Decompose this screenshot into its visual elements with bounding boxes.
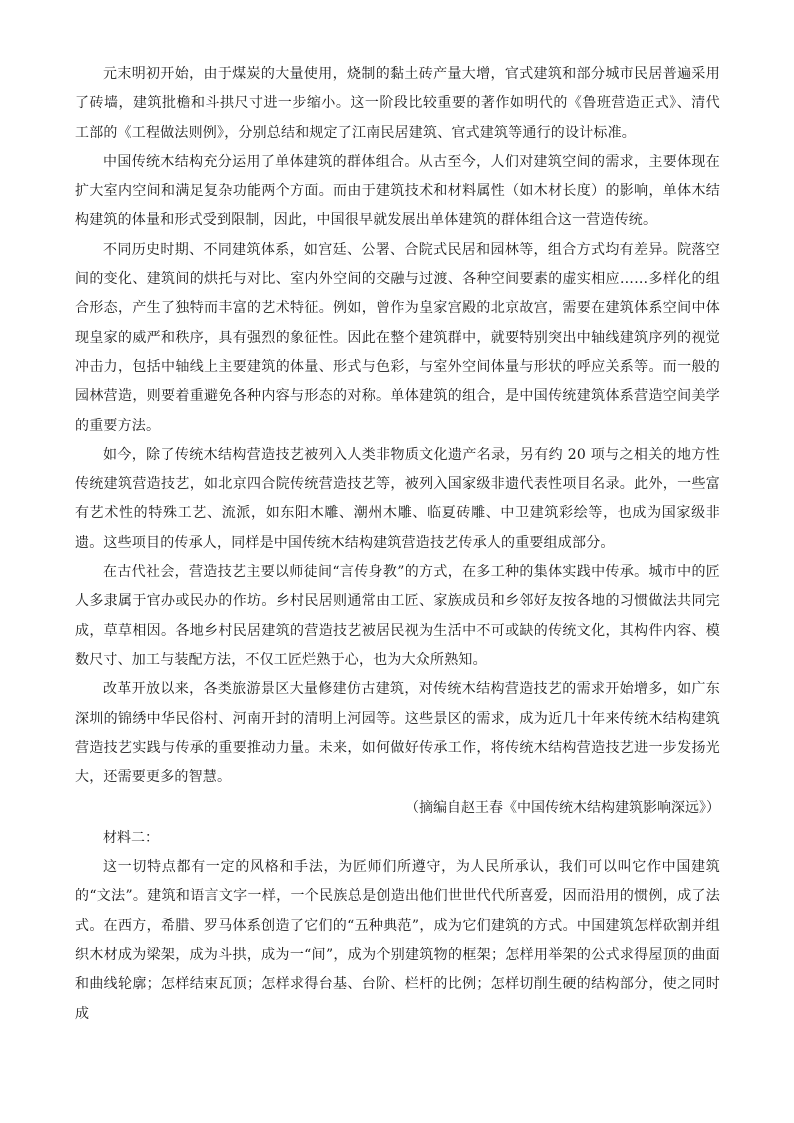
paragraph-5: 在古代社会，营造技艺主要以师徒间“言传身教”的方式，在多工种的集体实践中传承。城市中的匠人多隶属于官办或民办的作坊。乡村民居则通常由工匠、家族成员和乡邻好友按各地的习惯做法共同完成，草草相因。各地乡村民居建筑的营造技艺被居民视为生活中不可或缺的传统文化，其构件内容、模数尺寸、加工与装配方法，不仅工匠烂熟于心，也为大众所熟知。	[75, 564, 720, 668]
document-page	[75, 60, 720, 1029]
paragraph-6: 改革开放以来，各类旅游景区大量修建仿古建筑，对传统木结构营造技艺的需求开始增多，如广东深圳的锦绣中华民俗村、河南开封的清明上河园等。这些景区的需求，成为近几十年来传统木结构建筑营造技艺实践与传承的重要推动力量。未来，如何做好传承工作，将传统木结构营造技艺进一步发扬光大，还需要更多的智慧。	[75, 681, 720, 786]
paragraph-1: 元末明初开始，由于煤炭的大量使用，烧制的黏土砖产量大增，官式建筑和部分城市民居普遍采用了砖墙，建筑批檐和斗拱尺寸进一步缩小。这一阶段比较重要的著作如明代的《鲁班营造正式》、清代工部的《工程做法则例》，分别总结和规定了江南民居建筑、官式建筑等通行的设计标准。	[75, 66, 720, 141]
source-citation: （摘编自赵王春《中国传统木结构建筑影响深远》）	[405, 800, 720, 817]
paragraph-material-2: 这一切特点都有一定的风格和手法，为匠师们所遵守，为人民所承认，我们可以叫它作中国建筑的“文法”。建筑和语言文字一样，一个民族总是创造出他们世世代代所喜爱，因而沿用的惯例，成了法式。在西方，希腊、罗马体系创造了它们的“五种典范”，成为它们建筑的方式。中国建筑怎样砍割并组织木材成为梁架，成为斗拱，成为一“间”，成为个别建筑物的框架；怎样用举架的公式求得屋顶的曲面和曲线轮廓；怎样结束瓦顶；怎样求得台基、台阶、栏杆的比例；怎样切削生硬的结构部分，使之同时成	[75, 859, 720, 1022]
paragraph-3: 不同历史时期、不同建筑体系，如宫廷、公署、合院式民居和园林等，组合方式均有差异。院落空间的变化、建筑间的烘托与对比、室内外空间的交融与过渡、各种空间要素的虚实相应……多样化的组合形态，产生了独特而丰富的艺术特征。例如，曾作为皇家宫殿的北京故宫，需要在建筑体系空间中体现皇家的威严和秩序，具有强烈的象征性。因此在整个建筑群中，就要特别突出中轴线建筑序列的视觉冲击力，包括中轴线上主要建筑的体量、形式与色彩，与室外空间体量与形状的呼应关系等。而一般的园林营造，则要着重避免各种内容与形态的对称。单体建筑的组合，是中国传统建筑体系营造空间美学的重要方法。	[75, 241, 720, 434]
section-label-material-2: 材料二：	[103, 829, 159, 846]
paragraph-4: 如今，除了传统木结构营造技艺被列入人类非物质文化遗产名录，另有约 20 项与之相关的地方性传统建筑营造技艺，如北京四合院传统营造技艺等，被列入国家级非遗代表性项目名录。此外，一些富有艺术性的特殊工艺、流派，如东阳木雕、潮州木雕、临夏砖雕、中卫建筑彩绘等，也成为国家级非遗。这些项目的传承人，同样是中国传统木结构建筑营造技艺传承人的重要组成部分。	[75, 446, 720, 551]
paragraph-2: 中国传统木结构充分运用了单体建筑的群体组合。从古至今，人们对建筑空间的需求，主要体现在扩大室内空间和满足复杂功能两个方面。而由于建筑技术和材料属性（如木材长度）的影响，单体木结构建筑的体量和形式受到限制，因此，中国很早就发展出单体建筑的群体组合这一营造传统。	[75, 153, 720, 229]
